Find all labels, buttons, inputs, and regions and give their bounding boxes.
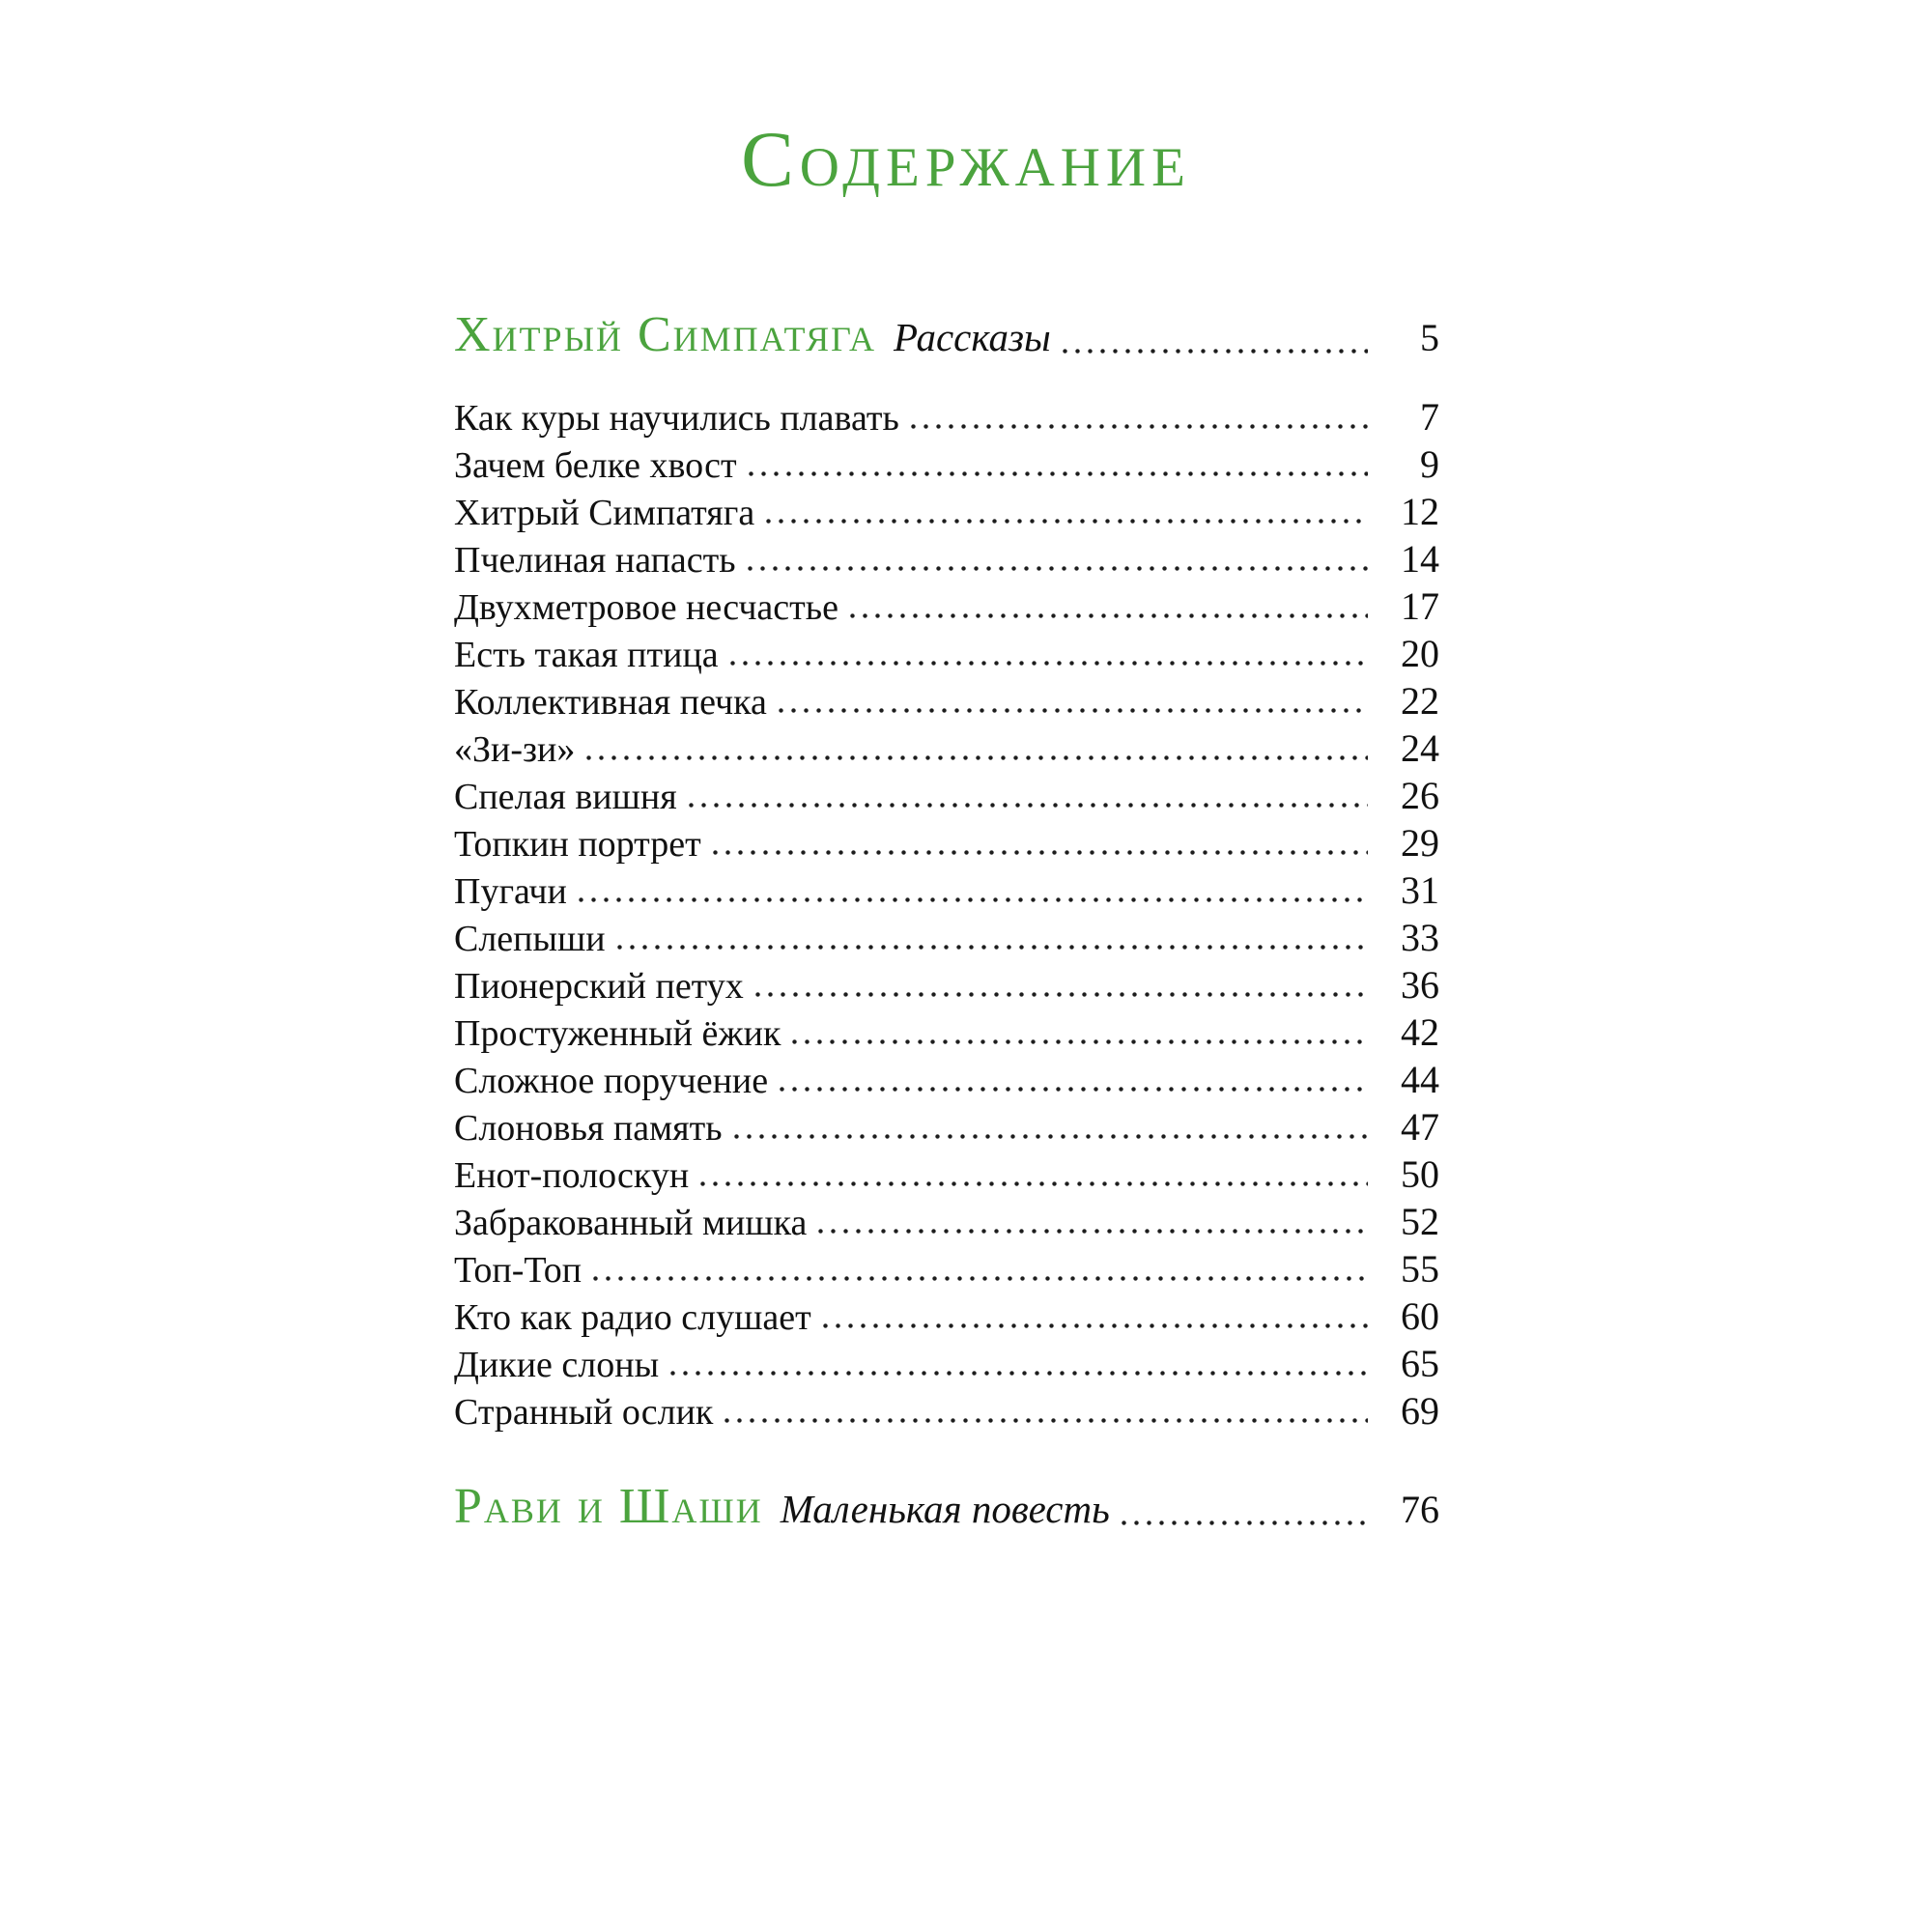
entry-page-number: 65 (1401, 1342, 1439, 1385)
toc-entry-row (454, 1340, 1439, 1387)
dot-leader (730, 661, 1368, 666)
entry-page-number: 36 (1401, 963, 1439, 1007)
dot-leader (818, 1229, 1368, 1234)
entry-page-number: 29 (1401, 821, 1439, 865)
page-title: Содержание (741, 115, 1191, 203)
toc-entry-row (454, 1198, 1439, 1245)
toc-entry-row (454, 1245, 1439, 1293)
entry-title: Енот-полоскун (454, 1155, 690, 1196)
dot-leader (724, 1418, 1368, 1423)
dot-leader (617, 945, 1368, 950)
entry-page-number: 9 (1420, 442, 1439, 486)
toc-entry-row (454, 677, 1439, 724)
entry-page-number: 22 (1401, 679, 1439, 723)
entry-title: Дикие слоны (454, 1345, 660, 1385)
entry-page-number: 69 (1401, 1389, 1439, 1433)
entry-page-number: 55 (1401, 1247, 1439, 1291)
dot-leader (734, 1134, 1368, 1139)
entry-title: Топкин портрет (454, 824, 701, 865)
entry-page-number: 24 (1401, 726, 1439, 770)
entry-title: Хитрый Симпатяга (454, 493, 755, 533)
entry-page-number: 26 (1401, 774, 1439, 817)
entry-title: Пугачи (454, 871, 567, 912)
toc-entry-row (454, 535, 1439, 582)
section-page-number: 76 (1401, 1488, 1439, 1531)
dot-leader (700, 1181, 1368, 1186)
dot-leader (792, 1039, 1368, 1044)
entry-page-number: 52 (1401, 1200, 1439, 1243)
section-subtitle: Рассказы (894, 315, 1051, 359)
entry-title: Как куры научились плавать (454, 398, 899, 439)
entry-title: Топ-Топ (454, 1250, 582, 1291)
entry-page-number: 20 (1401, 632, 1439, 675)
entry-title: Слепыши (454, 919, 606, 959)
toc-entry-row (454, 1103, 1439, 1151)
toc-entry-row (454, 393, 1439, 440)
dot-leader (713, 850, 1368, 855)
toc-entries-list (454, 393, 1439, 1435)
dot-leader (748, 566, 1368, 571)
entry-page-number: 47 (1401, 1105, 1439, 1149)
toc-entry-row (454, 772, 1439, 819)
entry-page-number: 14 (1401, 537, 1439, 581)
toc-entry-row (454, 488, 1439, 535)
entry-page-number: 42 (1401, 1010, 1439, 1054)
entry-page-number: 31 (1401, 868, 1439, 912)
dot-leader (749, 471, 1368, 476)
dot-leader (823, 1323, 1368, 1328)
section-page-number: 5 (1420, 316, 1439, 359)
entry-page-number: 33 (1401, 916, 1439, 959)
dot-leader (779, 708, 1368, 713)
entry-title: Двухметровое несчастье (454, 587, 838, 628)
dot-leader (755, 992, 1368, 997)
entry-title: Коллективная печка (454, 682, 767, 723)
entry-page-number: 17 (1401, 584, 1439, 628)
toc-entry-row (454, 1009, 1439, 1056)
dot-leader (766, 519, 1368, 524)
toc-entry-row (454, 630, 1439, 677)
toc-entry-row (454, 1387, 1439, 1435)
entry-title: Спелая вишня (454, 777, 677, 817)
entry-title: Сложное поручение (454, 1061, 769, 1101)
toc-entry-row (454, 867, 1439, 914)
entry-title: Пионерский петух (454, 966, 744, 1007)
entry-title: Кто как радио слушает (454, 1297, 811, 1338)
section-subtitle: Маленькая повесть (780, 1487, 1110, 1531)
section-title: Хитрый Симпатяга (454, 307, 876, 362)
entry-page-number: 60 (1401, 1294, 1439, 1338)
dot-leader (593, 1276, 1368, 1281)
entry-title: «Зи-зи» (454, 729, 576, 770)
toc-entry-row (454, 1293, 1439, 1340)
entry-title: Странный ослик (454, 1392, 714, 1433)
dot-leader (689, 803, 1368, 808)
dot-leader (1122, 1520, 1368, 1525)
entry-page-number: 44 (1401, 1058, 1439, 1101)
toc-content (454, 305, 1439, 1540)
entry-page-number: 50 (1401, 1152, 1439, 1196)
dot-leader (670, 1371, 1368, 1376)
dot-leader (850, 613, 1368, 618)
dot-leader (1063, 349, 1368, 354)
entry-title: Забракованный мишка (454, 1203, 808, 1243)
dot-leader (579, 897, 1368, 902)
toc-entry-row (454, 1151, 1439, 1198)
section-heading-novella (454, 1477, 1439, 1540)
dot-leader (780, 1087, 1368, 1092)
toc-entry-row (454, 1056, 1439, 1103)
entry-title: Простуженный ёжик (454, 1013, 781, 1054)
entry-title: Слоновья память (454, 1108, 723, 1149)
entry-title: Есть такая птица (454, 635, 719, 675)
section-title: Рави и Шаши (454, 1479, 763, 1534)
dot-leader (911, 424, 1368, 429)
entry-title: Пчелиная напасть (454, 540, 736, 581)
section-heading-stories (454, 305, 1439, 368)
toc-entry-row (454, 914, 1439, 961)
dot-leader (586, 755, 1368, 760)
toc-entry-row (454, 724, 1439, 772)
toc-entry-row (454, 582, 1439, 630)
toc-entry-row (454, 961, 1439, 1009)
entry-page-number: 12 (1401, 490, 1439, 533)
entry-page-number: 7 (1420, 395, 1439, 439)
entry-title: Зачем белке хвост (454, 445, 737, 486)
toc-entry-row (454, 819, 1439, 867)
toc-entry-row (454, 440, 1439, 488)
